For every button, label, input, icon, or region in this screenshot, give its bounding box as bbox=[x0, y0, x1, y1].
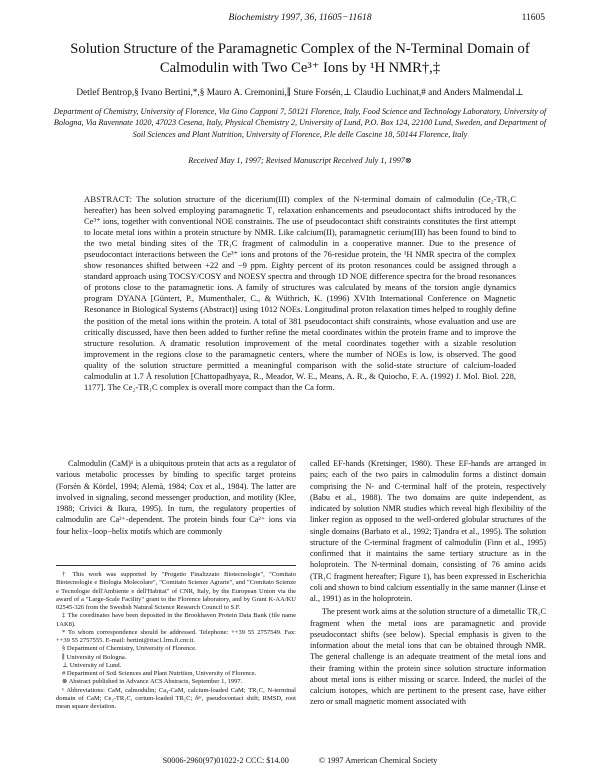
article-title: Solution Structure of the Paramagnetic Complex of the N-Terminal Domain of Calmodulin with Two Ce³⁺ Ions by ¹H NMR†,‡ bbox=[70, 41, 530, 76]
footnote-abbreviations: ¹ Abbreviations: CaM, calmodulin; Ca₄-CaM, calcium-loaded CaM; TR₁C, N-terminal domain of CaM; Ce₂-TR₁C, cerium-loaded TR₁C; δᵖᶜ, pseudocontact shift; RMSD, root mean square deviation. bbox=[56, 686, 296, 710]
abstract-label: ABSTRACT: bbox=[84, 194, 133, 204]
footnote-funding: † This work was supported by "Progetto Finalizzato Biotecnologie", "Comitato Biotecnologie e Biologia Molecolare", "Comitato Scienze Agrarie", and "Comitato Scienze e Tecnologie dell'Ambiente e dell'Habitat" of CNR, Italy, by the European Union via the award of a "Large-Scale Facility" grant to the Florence laboratory, and by Grant K-AA/KU 02545-326 from the Swedish Natural Science Research Council to S.F. bbox=[56, 571, 296, 611]
received-dates: Received May 1, 1997; Revised Manuscript Received July 1, 1997⊗ bbox=[188, 156, 412, 165]
body-paragraph: The present work aims at the solution structure of a dimetallic TR₁C fragment when the metal ions are paramagnetic and provide pseudocontact shifts (see below). Special emphasis is given to the information about the metal ions that can be obtained through NMR. The general challenge is an adequate treatment of the metal ions and their framing within the protein since solution structure information about metal ions is either missing or scarce. Indeed, the nuclei of the calcium isotopes, which are pertinent to the present case, have either zero or small magnetic moment associated with bbox=[310, 607, 546, 707]
body-paragraph: called EF-hands (Kretsinger, 1980). These EF-hands are arranged in pairs; each of the two pairs in calmodulin forms a distinct domain comprising the N- and C-terminal half of the protein, respectively (Babu et al., 1988). The two domains are quite independent, as indicated by solution NMR studies which reveal high flexibility of the linker region as opposed to the well-ordered globular structures of the single domains (Barbato et al., 1992; Tjandra et al., 1995). The solution structure of the C-terminal fragment of calmodulin (Finn et al., 1995) confirmed that it maintains the same tertiary structure as in the holoprotein. The N-terminal domain, consisting of 76 amino acids (TR₁C fragment hereafter; Figure 1), has been expressed in Escherichia coli and shown to bind calcium essentially in the same manner (Linse et al., 1991) as in the holoprotein. bbox=[310, 459, 547, 603]
body-column-right bbox=[310, 458, 546, 708]
abstract-text: The solution structure of the dicerium(III) complex of the N-terminal domain of calmodulin (Ce₂-TR₁C hereafter) has been solved employing paramagnetic T₁ relaxation enhancements and pseudocontact shifts introduced by the Ce³⁺ ions, together with conventional NOE constraints. The use of pseudocontact shift constraints constitutes the first attempt to locate metal ions within a protein structure by NMR. Like calcium(II), paramagnetic cerium(III) has been found to bind to the two metal binding sites of the TR₁C fragment of calmodulin in a cooperative manner. Due to the presence of pseudocontact interactions between the Ce³⁺ ions and protons of the 76-residue protein, the ¹H NMR spectra of the complex show resonances shifted between +22 and −9 ppm. Eighty percent of its proton resonances could be assigned through a standard approach using TOCSY/COSY and NOESY spectra and through 1D NOE difference spectra for the broad resonances of protons close to the paramagnetic ions. A family of structures was calculated by means of the torsion angle dynamics program DYANA [Güntert, P., Mumenthaler, C., & Wüthrich, K. (1996) XVIth International Conference on Magnetic Resonance in Biological Systems (Abstract)] using 1012 NOEs. Longitudinal proton relaxation times helped to roughly define the position of the metal ions within the protein. A total of 381 pseudocontact shift constraints, whose evaluation and use are critically discussed, have then been added to further refine the metal coordinates within the protein frame and to improve the structure resolution. A dramatic resolution improvement of the metal coordinates together with a sizable resolution improvement in the regions close to the paramagnetic centers, where the number of NOEs is low, is observed. The good quality of the solution structure permitted a meaningful comparison with the solid-state structure of calcium-loaded calmodulin at 1.7 Å resolution [Chattopadhyaya, R., Meador, W. E., Means, A. R., & Quiocho, F. A. (1992) J. Mol. Biol. 228, 1177]. The Ce₂-TR₁C complex is overall more compact than the Ca form. bbox=[84, 194, 516, 392]
abstract bbox=[84, 194, 516, 393]
footnote-correspondence: * To whom correspondence should be addressed. Telephone: ++39 55 2757549. Fax: ++39 55 2757555. E-mail: bertini@risc1.lrm.fi.cnr.it. bbox=[56, 628, 296, 644]
page-number: 11605 bbox=[521, 13, 545, 23]
footnote-affil-bologna: ∥ University of Bologna. bbox=[62, 653, 127, 661]
author-list: Detlef Bentrop,§ Ivano Bertini,*,§ Mauro A. Cremonini,∥ Sture Forsén,⊥ Claudio Luchinat,# and Anders Malmendal⊥ bbox=[76, 88, 524, 98]
footnote-affil-florence: § Department of Chemistry, University of Florence. bbox=[62, 645, 197, 653]
footnote-coordinates: ‡ The coordinates have been deposited in the Brookhaven Protein Data Bank (file name 1AK8). bbox=[56, 612, 296, 628]
footnote-affil-soil: # Department of Soil Sciences and Plant Nutrition, University of Florence. bbox=[62, 670, 257, 677]
body-column-left bbox=[56, 458, 296, 537]
footnotes bbox=[56, 571, 296, 711]
affiliations: Department of Chemistry, University of Florence, Via Gino Capponi 7, 50121 Florence, Italy, Food Science and Technology Laboratory, University of Bologna, Via Ravennate 1020, 47023 Cesena, Italy, Physical Chemistry 2, University of Lund, P.O. Box 124, 22100 Lund, Sweden, and Department of Soil Sciences and Plant Nutrition, University of Florence, P.le delle Cascine 18, 50144 Florence, Italy bbox=[53, 107, 547, 139]
page-footer bbox=[0, 756, 600, 765]
footnote-divider bbox=[56, 565, 296, 566]
article-code: S0006-2960(97)01022-2 CCC: $14.00 bbox=[162, 756, 289, 765]
running-header bbox=[0, 13, 600, 27]
copyright: © 1997 American Chemical Society bbox=[318, 756, 438, 765]
footnote-advance-abstract: ⊗ Abstract published in Advance ACS Abstracts, September 1, 1997. bbox=[62, 678, 243, 686]
body-paragraph: Calmodulin (CaM)¹ is a ubiquitous protein that acts as a regulator of various metabolic processes by binding to specific target proteins (Forsén & Kördel, 1994; Alemà, 1984; Cox et al., 1984). The latter are involved in signaling, second messenger production, and motility (Klee, 1988; Crivici & Ikura, 1995). In turn, the regulatory properties of calmodulin are Ca²⁺-dependent. The protein binds four Ca²⁺ ions via four helix−loop−helix motifs which are commonly bbox=[56, 459, 296, 536]
journal-citation: Biochemistry 1997, 36, 11605−11618 bbox=[228, 13, 372, 23]
footnote-affil-lund: ⊥ University of Lund. bbox=[62, 661, 122, 669]
